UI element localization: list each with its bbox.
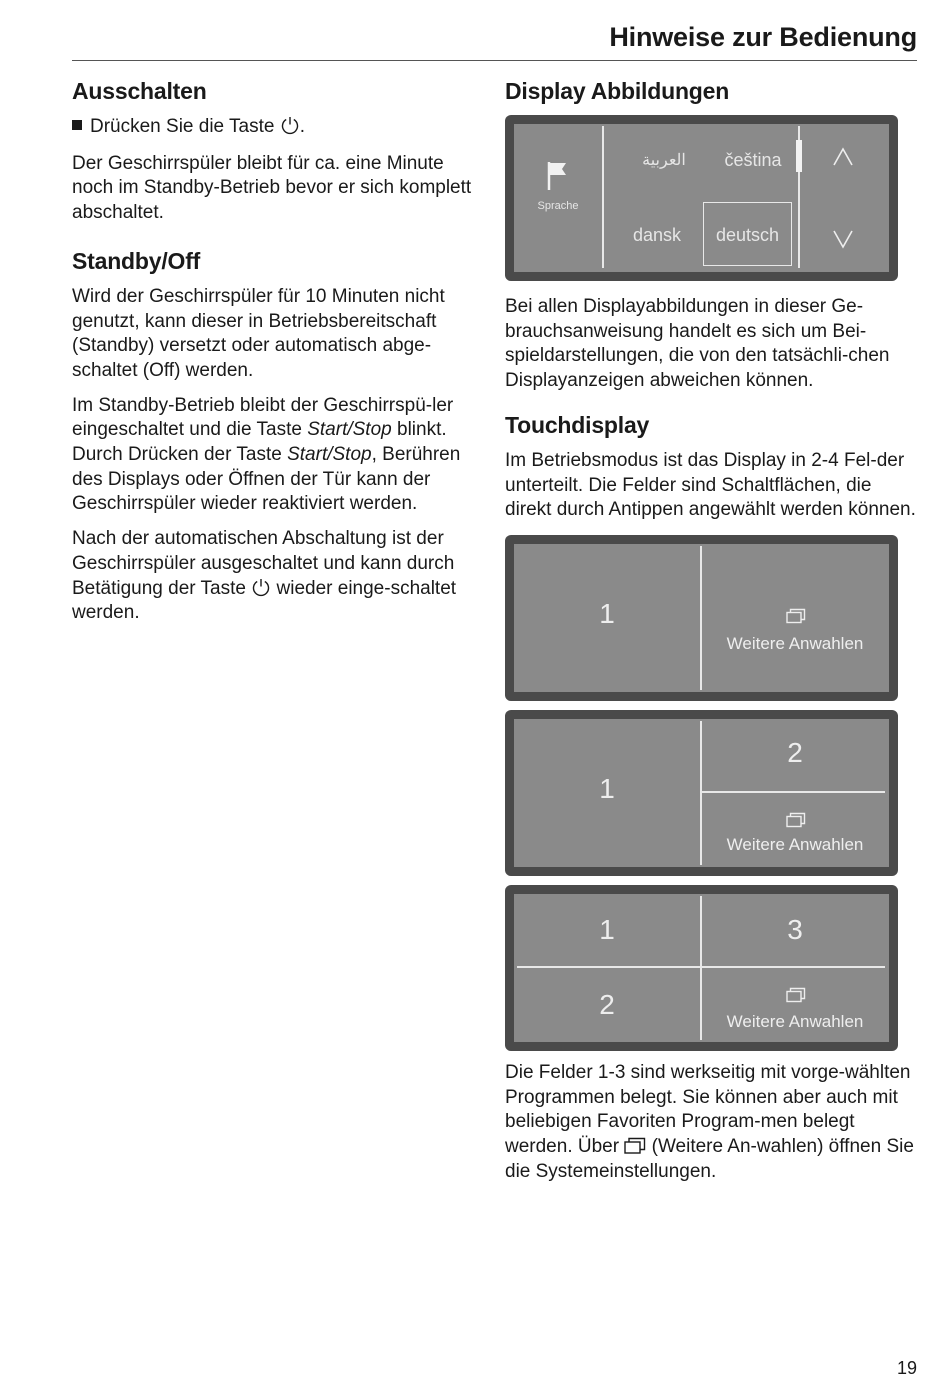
field-2[interactable]: 2 (599, 988, 615, 1020)
more-selections-icon[interactable] (786, 812, 806, 828)
divider (702, 791, 885, 793)
scrollbar-thumb[interactable] (796, 140, 802, 172)
heading-standby: Standby/Off (72, 247, 201, 274)
standby-paragraph-3: Nach der automatischen Abschaltung ist der Geschirrspüler ausgeschaltet und kann durch Betätigung der Taste wieder einge-schaltet werden. (72, 528, 457, 624)
display-paragraph: Bei allen Displayabbildungen in dieser Ge-brauchsanweisung handelt es sich um Bei-spieldarstellungen, die von den tatsächli-chen Displayanzeigen abweichen können. (505, 296, 890, 392)
sprache-label: Sprache (537, 200, 579, 212)
field-3[interactable]: 3 (787, 913, 803, 945)
page-title: Hinweise zur Bedienung (609, 22, 917, 52)
left-column (72, 78, 487, 640)
field-1[interactable]: 1 (599, 913, 615, 945)
divider (602, 126, 604, 268)
touch-paragraph: Im Betriebsmodus ist das Display in 2-4 Fel-der unterteilt. Die Felder sind Schaltflächen, die direkt durch Antippen angewählt werden können. (505, 449, 916, 521)
field-2[interactable]: 2 (787, 736, 803, 768)
lang-option-arabic[interactable]: العربية (642, 152, 686, 169)
power-icon (251, 577, 271, 597)
field-1[interactable]: 1 (599, 772, 615, 804)
lang-option-dansk[interactable]: dansk (632, 225, 682, 245)
scroll-down-icon[interactable] (832, 228, 854, 250)
divider (517, 966, 885, 968)
power-icon (280, 115, 300, 135)
page-number: 19 (896, 1358, 917, 1378)
more-selections-icon (624, 1137, 646, 1155)
more-selections-label[interactable]: Weitere Anwahlen (726, 834, 864, 854)
field-1[interactable]: 1 (599, 597, 615, 629)
heading-touchdisplay: Touchdisplay (505, 411, 650, 438)
heading-ausschalten: Ausschalten (72, 78, 207, 104)
page-header (72, 18, 917, 61)
standby-paragraph-2: Im Standby-Betrieb bleibt der Geschirrspü-ler eingeschaltet und die Taste Start/Stop blinkt. Durch Drücken der Taste Start/Stop, Berühren des Displays oder Öffnen der Tür kann der Geschirrspüler wieder reaktiviert werden. (72, 394, 461, 515)
lang-option-deutsch[interactable]: deutsch (703, 202, 792, 266)
more-selections-label[interactable]: Weitere Anwahlen (726, 1011, 864, 1031)
more-selections-label[interactable]: Weitere Anwahlen (726, 633, 864, 653)
section-ausschalten (72, 78, 487, 226)
section-standby (72, 248, 487, 626)
bullet-square-icon (72, 120, 82, 130)
language-display-panel (505, 115, 898, 281)
ausschalten-paragraph: Der Geschirrspüler bleibt für ca. eine Minute noch im Standby-Betrieb bevor er sich komplett abschaltet. (72, 152, 472, 224)
bullet-item: Drücken Sie die Taste . (72, 115, 487, 140)
more-selections-icon[interactable] (786, 608, 806, 624)
touch-panel-4-fields (505, 885, 898, 1051)
divider (700, 546, 702, 690)
more-selections-icon[interactable] (786, 987, 806, 1003)
touch-footer-paragraph: Die Felder 1-3 sind werkseitig mit vorge-wählten Programmen belegt. Sie können aber auch mit beliebigen Favoriten Program-men belegt werden. Über (Weitere An-wahlen) öffnen Sie die Systemeinstellungen. (505, 1061, 914, 1182)
right-column (505, 78, 920, 1194)
heading-display: Display Abbildungen (505, 78, 730, 104)
touch-panel-2-fields (505, 535, 898, 701)
touch-panel-3-fields (505, 710, 898, 876)
flag-icon (545, 158, 569, 192)
standby-paragraph-1: Wird der Geschirrspüler für 10 Minuten nicht genutzt, kann dieser in Betriebsbereitschaft (Standby) versetzt oder automatisch abge-schaltet (Off) werden. (72, 285, 445, 381)
scroll-up-icon[interactable] (832, 146, 854, 168)
lang-option-cestina[interactable]: čeština (724, 150, 782, 170)
